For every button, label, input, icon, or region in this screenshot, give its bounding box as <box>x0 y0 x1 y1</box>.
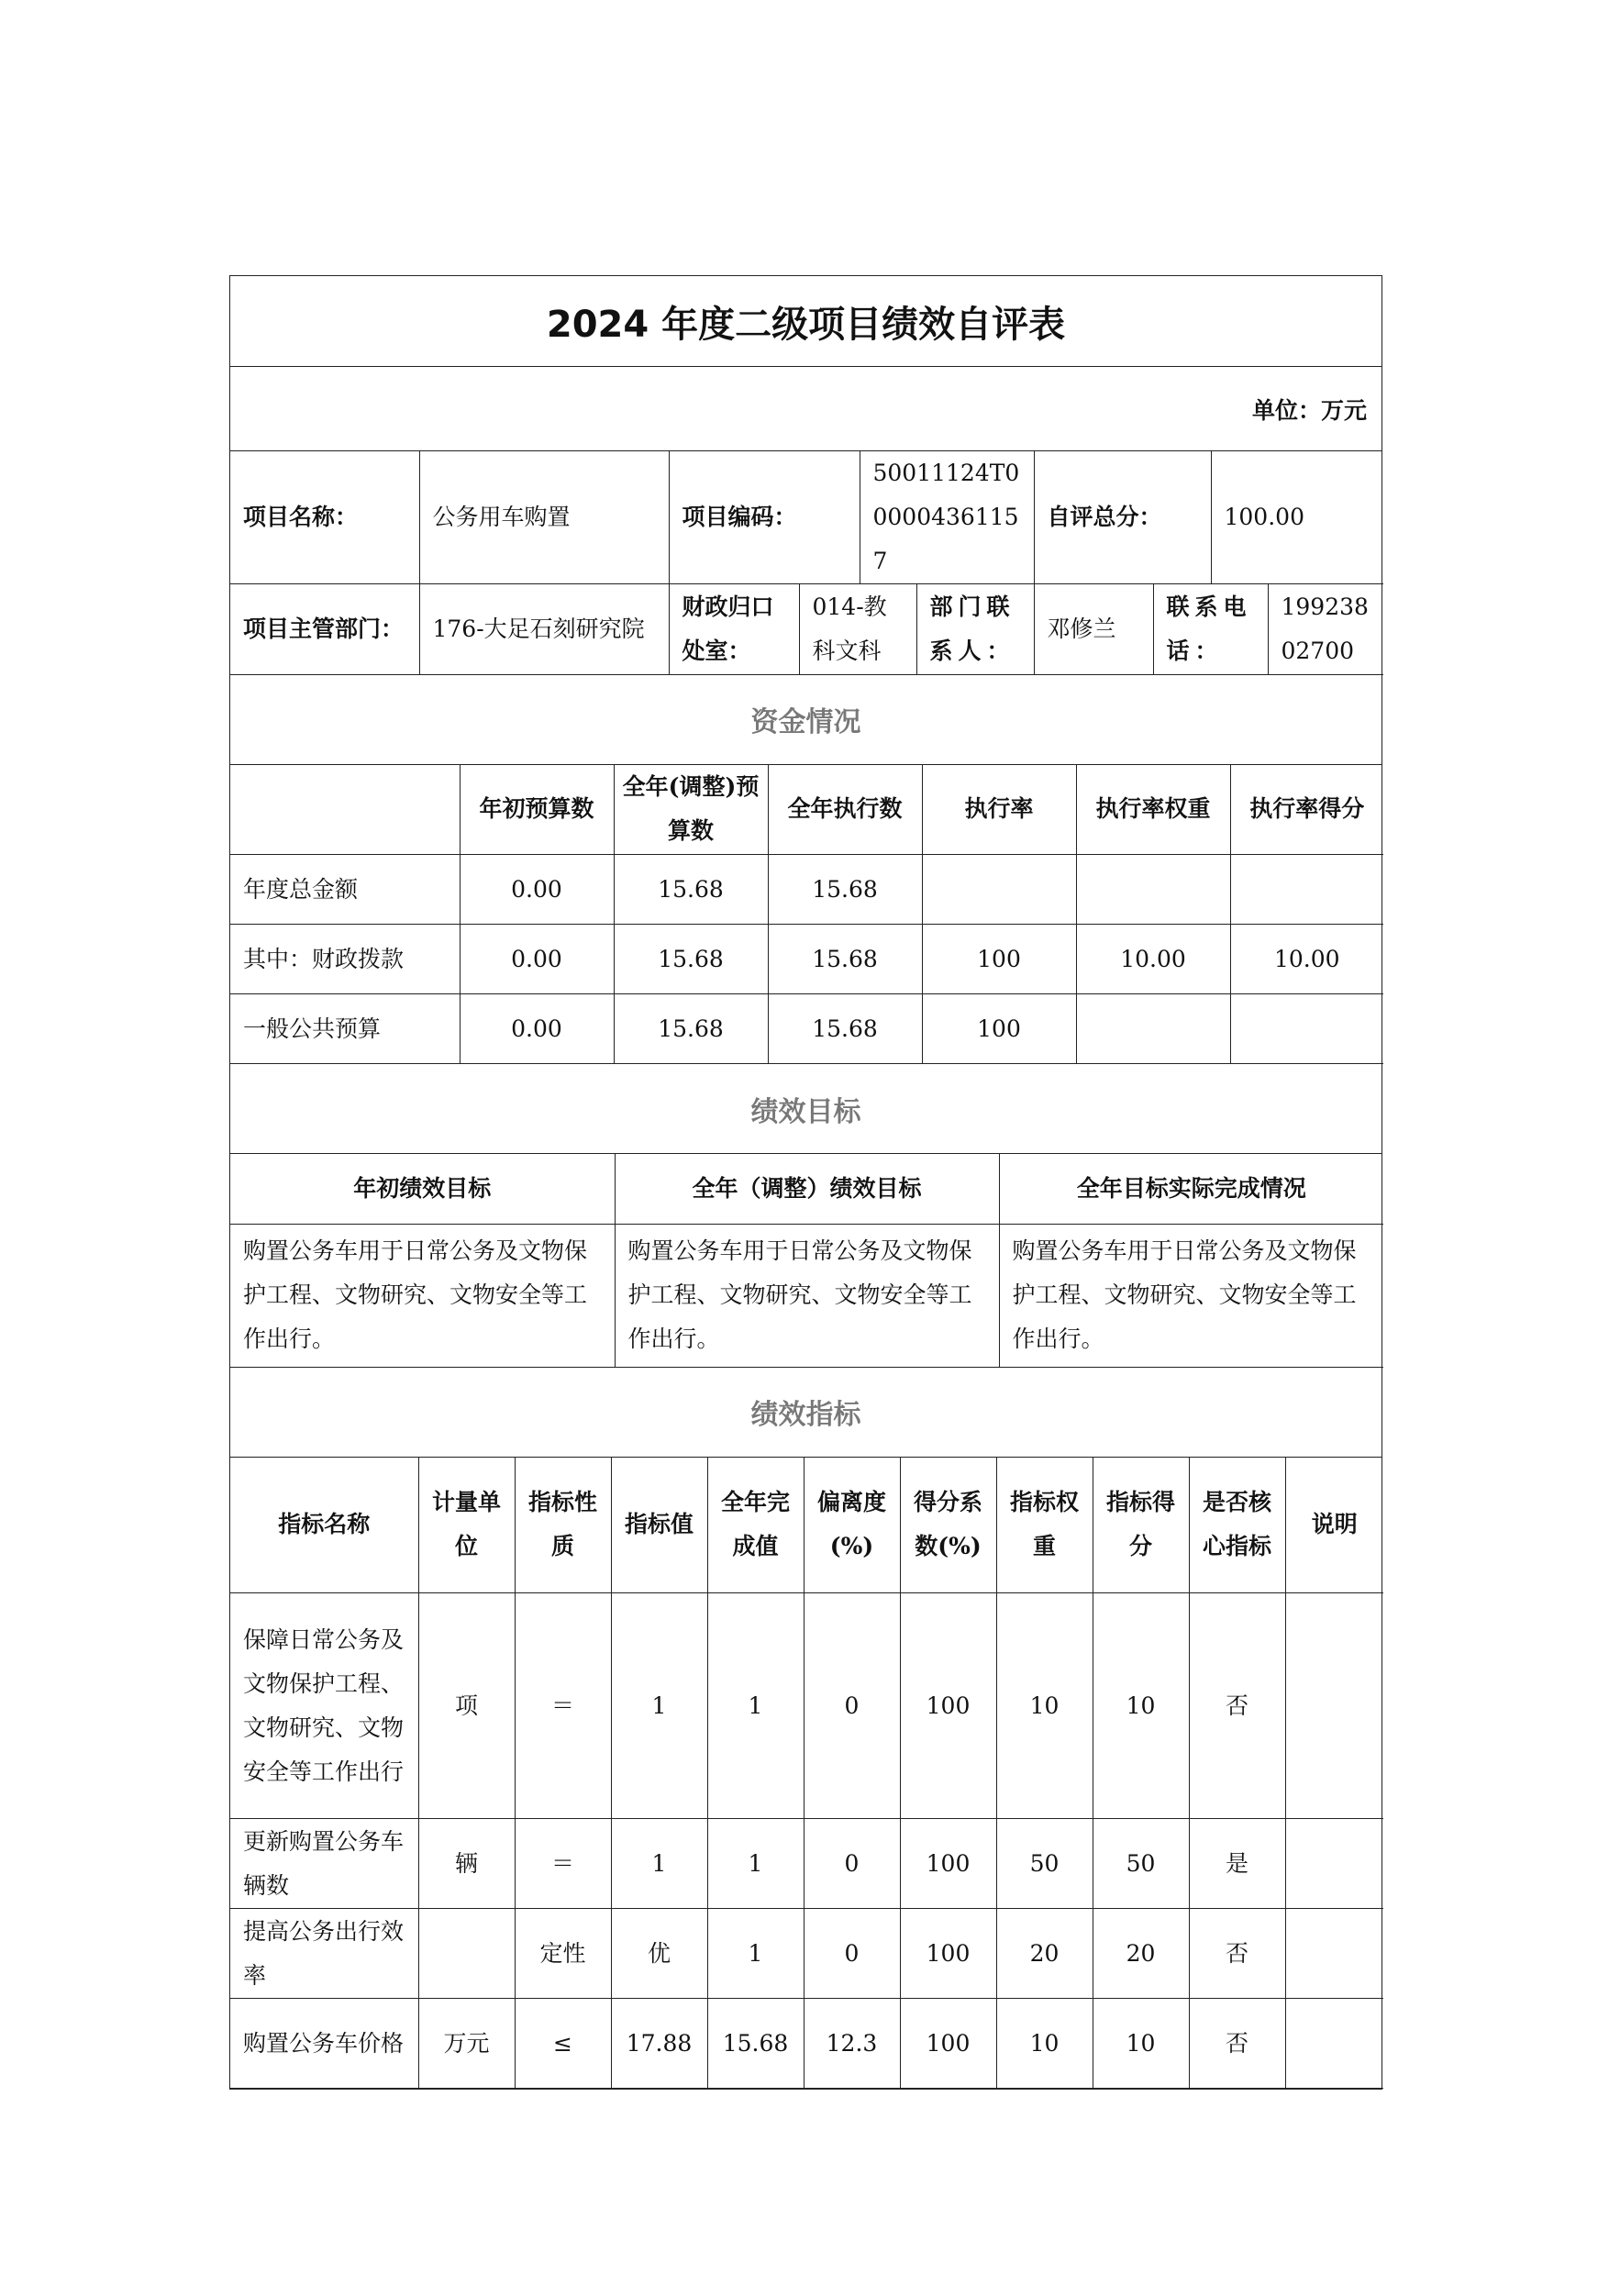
funds-cell: 其中：财政拨款 <box>230 925 460 994</box>
finance-value: 014-教科文科 <box>799 584 916 674</box>
indicators-table-wrap <box>229 1458 1382 2091</box>
funds-table <box>230 765 1383 1065</box>
indicators-cell: 项 <box>418 1593 515 1819</box>
funds-cell: 0.00 <box>460 925 614 994</box>
indicators-cell: 优 <box>611 1909 707 1999</box>
indicators-header-cell: 指标性质 <box>515 1458 611 1593</box>
goals-cell: 购置公务车用于日常公务及文物保护工程、文物研究、文物安全等工作出行。 <box>230 1224 615 1367</box>
indicators-header-cell: 指标得分 <box>1093 1458 1189 1593</box>
indicators-cell: ＝ <box>515 1819 611 1909</box>
funds-header-cell: 执行率权重 <box>1076 765 1230 855</box>
goals-header-row <box>230 1154 1383 1224</box>
contact-label: 部门联系人： <box>916 584 1034 674</box>
indicators-cell: 10 <box>1093 1593 1189 1819</box>
indicators-cell <box>1285 1909 1383 1999</box>
indicators-cell: 12.3 <box>804 1999 900 2089</box>
indicators-cell: 否 <box>1189 1999 1285 2089</box>
unit-label: 单位：万元 <box>229 367 1382 451</box>
funds-cell: 10.00 <box>1230 925 1383 994</box>
indicators-header-cell: 得分系数(%) <box>900 1458 996 1593</box>
funds-header-cell: 年初预算数 <box>460 765 614 855</box>
project-code-label: 项目编码： <box>669 451 860 584</box>
goals-cell: 购置公务车用于日常公务及文物保护工程、文物研究、文物安全等工作出行。 <box>999 1224 1383 1367</box>
indicators-header-cell: 是否核心指标 <box>1189 1458 1285 1593</box>
funds-cell: 一般公共预算 <box>230 994 460 1064</box>
project-info-row-1 <box>230 451 1383 584</box>
indicators-header-row <box>230 1458 1383 1593</box>
indicators-cell: 辆 <box>418 1819 515 1909</box>
indicators-row <box>230 1909 1383 1999</box>
indicators-cell: 0 <box>804 1593 900 1819</box>
finance-label: 财政归口处室： <box>669 584 799 674</box>
funds-cell <box>1076 994 1230 1064</box>
indicators-table <box>230 1458 1383 2090</box>
phone-value: 19923802700 <box>1268 584 1383 674</box>
indicators-cell: 50 <box>1093 1819 1189 1909</box>
indicators-cell: 100 <box>900 1999 996 2089</box>
indicators-cell: 10 <box>1093 1999 1189 2089</box>
indicators-cell: 购置公务车价格 <box>230 1999 418 2089</box>
indicators-cell: 100 <box>900 1819 996 1909</box>
funds-cell <box>1076 855 1230 925</box>
indicators-cell: 10 <box>996 1593 1093 1819</box>
indicators-row <box>230 1999 1383 2089</box>
indicators-cell <box>1285 1819 1383 1909</box>
funds-section-title: 资金情况 <box>229 675 1382 765</box>
indicators-cell: 万元 <box>418 1999 515 2089</box>
indicators-cell: 是 <box>1189 1819 1285 1909</box>
indicators-cell: 1 <box>611 1819 707 1909</box>
indicators-cell: 100 <box>900 1593 996 1819</box>
indicators-cell: 10 <box>996 1999 1093 2089</box>
contact-value: 邓修兰 <box>1034 584 1153 674</box>
self-score-value: 100.00 <box>1211 451 1383 584</box>
dept-label: 项目主管部门： <box>230 584 419 674</box>
funds-table-wrap <box>229 765 1382 1065</box>
phone-label: 联系电话： <box>1153 584 1268 674</box>
funds-cell <box>922 855 1076 925</box>
project-code-value: 50011124T000004361157 <box>860 451 1034 584</box>
indicators-cell: ＝ <box>515 1593 611 1819</box>
indicators-row <box>230 1593 1383 1819</box>
funds-header-cell: 执行率得分 <box>1230 765 1383 855</box>
project-info <box>229 451 1382 675</box>
indicators-header-cell: 偏离度(%) <box>804 1458 900 1593</box>
project-name-label: 项目名称： <box>230 451 419 584</box>
funds-row <box>230 994 1383 1064</box>
indicators-header-cell: 说明 <box>1285 1458 1383 1593</box>
self-score-label: 自评总分： <box>1034 451 1211 584</box>
project-info-row-2 <box>230 584 1383 675</box>
indicators-row <box>230 1819 1383 1909</box>
indicators-header-cell: 指标值 <box>611 1458 707 1593</box>
funds-cell <box>1230 855 1383 925</box>
goals-table <box>230 1154 1383 1368</box>
indicators-cell: 0 <box>804 1909 900 1999</box>
indicators-header-cell: 计量单位 <box>418 1458 515 1593</box>
goals-section-title: 绩效目标 <box>229 1064 1382 1154</box>
funds-cell: 0.00 <box>460 855 614 925</box>
indicators-cell <box>418 1909 515 1999</box>
funds-cell: 15.68 <box>768 925 922 994</box>
dept-value: 176-大足石刻研究院 <box>419 584 669 674</box>
goals-cell: 购置公务车用于日常公务及文物保护工程、文物研究、文物安全等工作出行。 <box>615 1224 999 1367</box>
indicators-header-cell: 全年完成值 <box>707 1458 804 1593</box>
funds-cell: 15.68 <box>768 994 922 1064</box>
form-title: 2024 年度二级项目绩效自评表 <box>229 275 1382 367</box>
funds-cell: 0.00 <box>460 994 614 1064</box>
indicators-cell <box>1285 1999 1383 2089</box>
funds-header-cell <box>230 765 460 855</box>
indicators-cell: 100 <box>900 1909 996 1999</box>
funds-header-row <box>230 765 1383 855</box>
indicators-cell: 15.68 <box>707 1999 804 2089</box>
indicators-cell: 否 <box>1189 1593 1285 1819</box>
indicators-cell: 定性 <box>515 1909 611 1999</box>
funds-row <box>230 925 1383 994</box>
indicators-cell: 1 <box>707 1819 804 1909</box>
indicators-cell: 1 <box>707 1593 804 1819</box>
goals-table-wrap <box>229 1154 1382 1368</box>
indicators-cell: 保障日常公务及文物保护工程、文物研究、文物安全等工作出行 <box>230 1593 418 1819</box>
indicators-cell: 提高公务出行效率 <box>230 1909 418 1999</box>
funds-row <box>230 855 1383 925</box>
indicators-header-cell: 指标权重 <box>996 1458 1093 1593</box>
funds-cell <box>1230 994 1383 1064</box>
funds-cell: 100 <box>922 994 1076 1064</box>
indicators-cell: 20 <box>996 1909 1093 1999</box>
funds-cell: 15.68 <box>614 994 768 1064</box>
indicators-cell: 更新购置公务车辆数 <box>230 1819 418 1909</box>
funds-cell: 100 <box>922 925 1076 994</box>
indicators-cell: 0 <box>804 1819 900 1909</box>
funds-cell: 15.68 <box>614 925 768 994</box>
funds-header-cell: 执行率 <box>922 765 1076 855</box>
indicators-section-title: 绩效指标 <box>229 1368 1382 1458</box>
goals-header-cell: 年初绩效目标 <box>230 1154 615 1224</box>
indicators-cell: 否 <box>1189 1909 1285 1999</box>
goals-row <box>230 1224 1383 1367</box>
goals-header-cell: 全年目标实际完成情况 <box>999 1154 1383 1224</box>
funds-cell: 15.68 <box>768 855 922 925</box>
funds-cell: 10.00 <box>1076 925 1230 994</box>
indicators-cell <box>1285 1593 1383 1819</box>
indicators-header-cell: 指标名称 <box>230 1458 418 1593</box>
indicators-cell: 1 <box>611 1593 707 1819</box>
indicators-cell: 1 <box>707 1909 804 1999</box>
funds-cell: 15.68 <box>614 855 768 925</box>
indicators-cell: 17.88 <box>611 1999 707 2089</box>
indicators-cell: 20 <box>1093 1909 1189 1999</box>
indicators-cell: 50 <box>996 1819 1093 1909</box>
indicators-cell: ≤ <box>515 1999 611 2089</box>
funds-cell: 年度总金额 <box>230 855 460 925</box>
funds-header-cell: 全年(调整)预算数 <box>614 765 768 855</box>
funds-header-cell: 全年执行数 <box>768 765 922 855</box>
goals-header-cell: 全年（调整）绩效目标 <box>615 1154 999 1224</box>
evaluation-form <box>229 275 1382 2090</box>
project-name-value: 公务用车购置 <box>419 451 669 584</box>
